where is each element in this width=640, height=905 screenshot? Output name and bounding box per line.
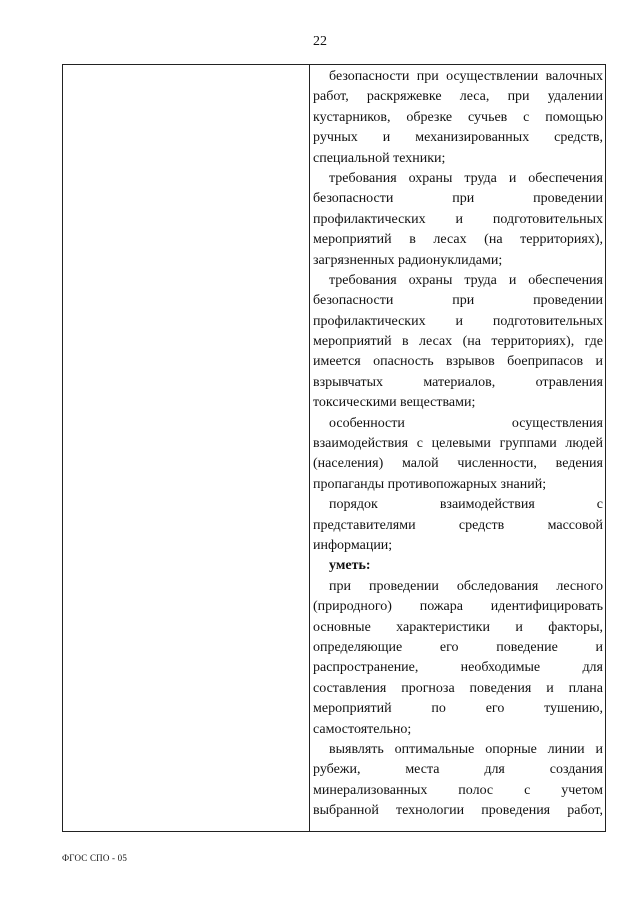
page-number: 22 [313, 34, 327, 49]
paragraph [313, 169, 603, 271]
text-line: безопасности при проведении [313, 293, 603, 309]
text-line: особенности осуществления [329, 415, 603, 431]
text-line: требования охраны труда и обеспечения [329, 170, 603, 186]
text-line: самостоятельно; [313, 721, 412, 737]
text-line: при проведении обследования лесного [329, 578, 603, 594]
text-line: токсическими веществами; [313, 395, 476, 411]
text-line: профилактических и подготовительных [313, 313, 603, 329]
text-line: порядок взаимодействия с [329, 497, 603, 513]
section-heading [313, 556, 603, 576]
text-line: (населения) малой численности, ведения [313, 456, 603, 472]
text-line: загрязненных радионуклидами; [313, 252, 503, 268]
text-line: составления прогноза поведения и плана [313, 680, 603, 696]
requirements-table [62, 64, 606, 832]
text-line: основные характеристики и факторы, [313, 619, 603, 635]
requirements-text-column [313, 67, 603, 821]
text-line: распространение, необходимые для [313, 660, 603, 676]
text-line: взаимодействия с целевыми группами людей [313, 436, 603, 452]
text-line: работ, раскряжевке леса, при удалении [313, 89, 603, 105]
heading-text: уметь: [329, 558, 371, 574]
text-line: специальной техники; [313, 150, 446, 166]
text-line: профилактических и подготовительных [313, 211, 603, 227]
text-line: требования охраны труда и обеспечения [329, 272, 603, 288]
text-line: выбранной технологии проведения работ, [313, 803, 603, 819]
text-line: мероприятий в лесах (на территориях), [313, 232, 603, 248]
text-line: выявлять оптимальные опорные линии и [329, 741, 603, 757]
text-line: определяющие его поведение и [313, 639, 603, 655]
text-line: рубежи, места для создания [313, 762, 603, 778]
text-line: взрывчатых материалов, отравления [313, 374, 603, 390]
text-line: безопасности при проведении [313, 191, 603, 207]
footer-code: ФГОС СПО - 05 [62, 853, 128, 863]
paragraph [313, 740, 603, 822]
text-line: пропаганды противопожарных знаний; [313, 476, 547, 492]
text-line: мероприятий по его тушению, [313, 701, 603, 717]
paragraph [313, 577, 603, 740]
text-line: ручных и механизированных средств, [313, 130, 603, 146]
paragraph [313, 67, 603, 169]
text-line: представителями средств массовой [313, 517, 603, 533]
paragraph [313, 414, 603, 496]
text-line: минерализованных полос с учетом [313, 782, 603, 798]
paragraph [313, 495, 603, 556]
text-line: имеется опасность взрывов боеприпасов и [313, 354, 603, 370]
text-line: кустарников, обрезке сучьев с помощью [313, 109, 603, 125]
text-line: мероприятий в лесах (на территориях), где [313, 334, 603, 350]
text-line: информации; [313, 537, 393, 553]
column-divider [309, 65, 310, 831]
paragraph [313, 271, 603, 414]
text-line: безопасности при осуществлении валочных [329, 69, 603, 84]
text-line: (природного) пожара идентифицировать [313, 599, 603, 615]
